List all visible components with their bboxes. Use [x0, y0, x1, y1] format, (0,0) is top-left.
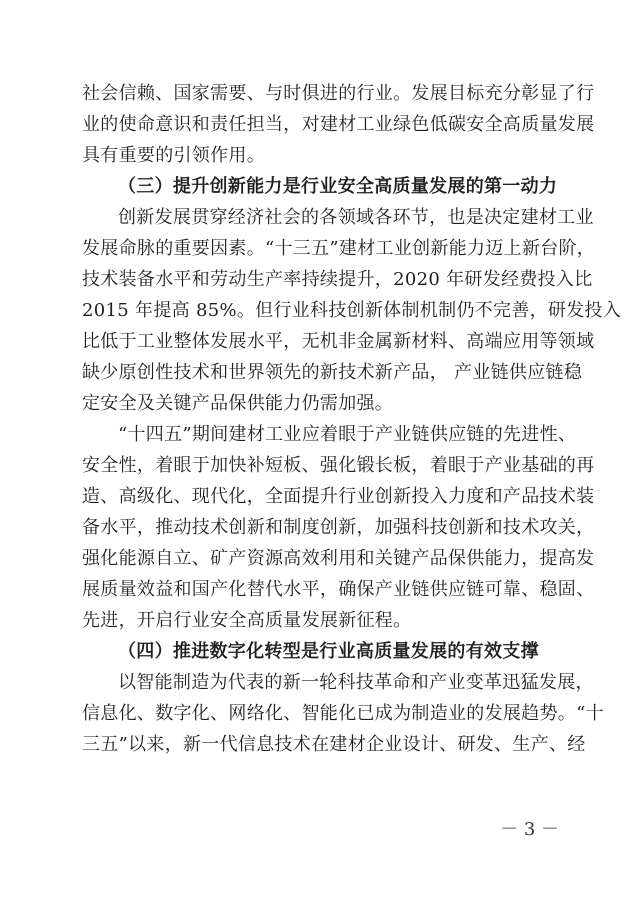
page-number: － 3 －	[500, 819, 559, 840]
section-heading-3: （三）提升创新能力是行业安全高质量发展的第一动力	[118, 176, 558, 197]
paragraph-line: 2015 年提高 85%。但行业科技创新体制机制仍不完善，研发投入	[82, 300, 622, 321]
paragraph-line: 安全性，着眼于加快补短板、强化锻长板，着眼于产业基础的再	[82, 455, 595, 476]
paragraph-line: “十四五”期间建材工业应着眼于产业链供应链的先进性、	[118, 424, 577, 445]
section-heading-4: （四）推进数字化转型是行业高质量发展的有效支撑	[118, 641, 539, 662]
paragraph-line: 定安全及关键产品保供能力仍需加强。	[82, 393, 394, 414]
paragraph-line: 以智能制造为代表的新一轮科技革命和产业变革迅猛发展，	[118, 672, 594, 693]
document-body	[82, 78, 622, 760]
paragraph-line: 创新发展贯穿经济社会的各领域各环节，也是决定建材工业	[118, 207, 594, 228]
paragraph-line: 发展命脉的重要因素。“十三五”建材工业创新能力迈上新台阶，	[82, 238, 596, 259]
paragraph-line: 业的使命意识和责任担当，对建材工业绿色低碳安全高质量发展	[82, 114, 595, 135]
paragraph-line: 技术装备水平和劳动生产率持续提升，2020 年研发经费投入比	[82, 269, 593, 290]
paragraph-line: 造、高级化、现代化，全面提升行业创新投入力度和产品技术装	[82, 486, 595, 507]
paragraph-line: 具有重要的引领作用。	[82, 145, 265, 166]
paragraph-line: 社会信赖、国家需要、与时俱进的行业。发展目标充分彰显了行	[82, 83, 595, 104]
paragraph-line: 缺少原创性技术和世界领先的新技术新产品， 产业链供应链稳	[82, 362, 583, 383]
paragraph-line: 先进，开启行业安全高质量发展新征程。	[82, 610, 412, 631]
paragraph-line: 信息化、数字化、网络化、智能化已成为制造业的发展趋势。“十	[82, 703, 604, 724]
paragraph-line: 展质量效益和国产化替代水平，确保产业链供应链可靠、稳固、	[82, 579, 595, 600]
paragraph-line: 强化能源自立、矿产资源高效利用和关键产品保供能力，提高发	[82, 548, 595, 569]
paragraph-line: 比低于工业整体发展水平，无机非金属新材料、高端应用等领域	[82, 331, 595, 352]
paragraph-line: 三五”以来，新一代信息技术在建材企业设计、研发、生产、经	[82, 734, 586, 755]
paragraph-line: 备水平，推动技术创新和制度创新，加强科技创新和技术攻关，	[82, 517, 595, 538]
